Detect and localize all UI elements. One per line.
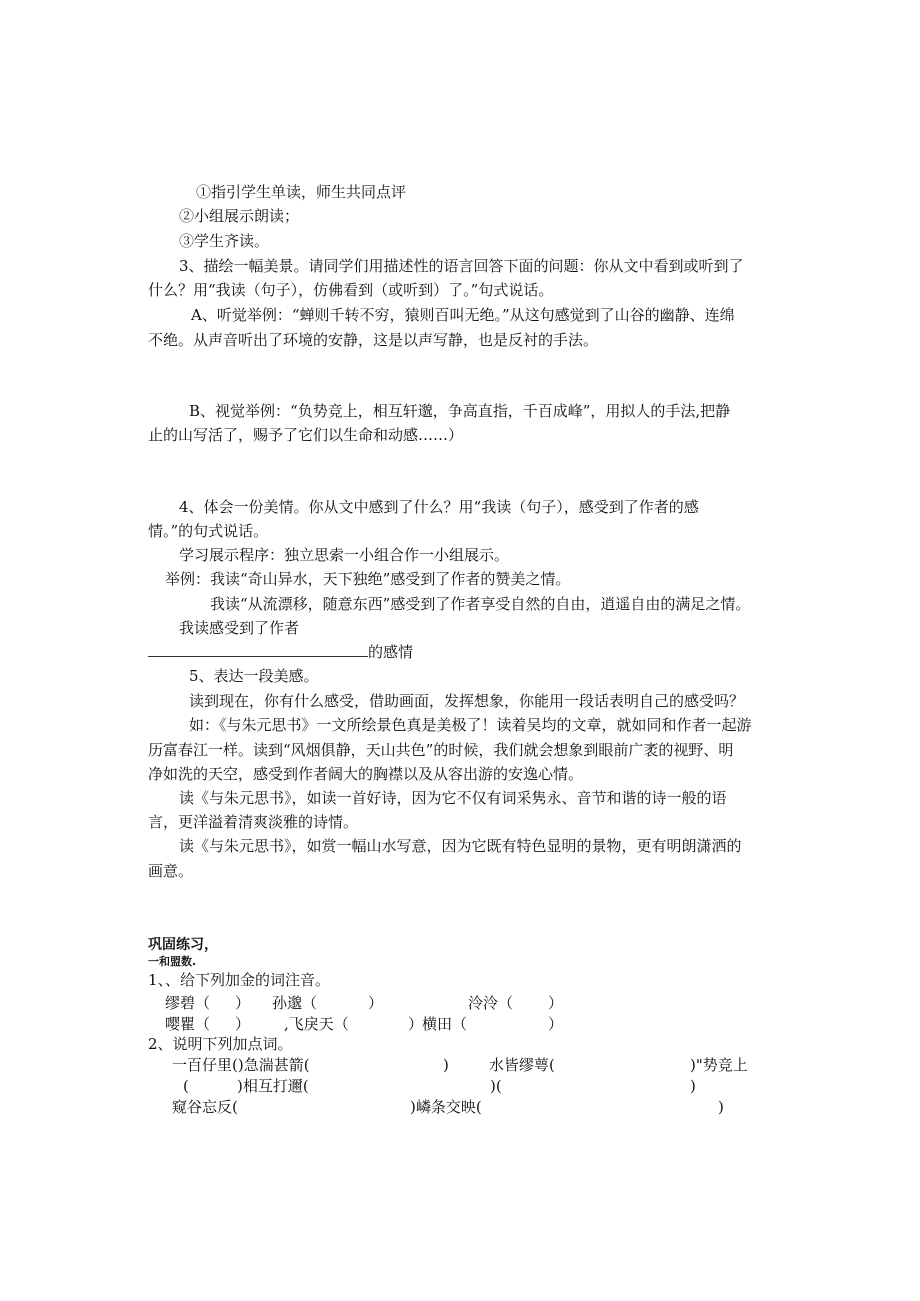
q2-item-2-open: 水皆缪萼( xyxy=(489,1056,555,1074)
visual-example-line-2: 止的山写活了，赐予了它们以生命和动感……） xyxy=(148,426,464,444)
q1-item-3-open: 泠泠（ xyxy=(468,994,514,1012)
auditory-example-line-1: A、听觉举例：“蝉则千转不穷，猿则百叫无绝。”从这句感觉到了山谷的幽静、连绵 xyxy=(191,306,735,324)
step-3-text: ③学生齐读。 xyxy=(179,232,270,250)
q2-item-3-close: )相互打邇( xyxy=(237,1077,309,1095)
fill-in-suffix: 的感情 xyxy=(368,643,414,661)
fill-in-prompt: 我读感受到了作者 xyxy=(179,619,300,637)
q1-item-6-close: ） xyxy=(548,1015,564,1033)
step-2-text: ②小组展示朗读； xyxy=(179,207,300,225)
q2-item-4-open: )( xyxy=(490,1077,502,1095)
q1-item-6-open: 横田（ xyxy=(422,1015,468,1033)
sample-answer-line-1: 如：《与朱元思书》一文所绘景色真是美极了！读着吴均的文章，就如同和作者一起游 xyxy=(189,716,752,734)
q1-item-3-close: ） xyxy=(548,994,564,1012)
exercise-subheading: 一和盟数. xyxy=(148,955,197,968)
fill-in-line xyxy=(148,642,413,662)
exercise-heading: 巩固练习， xyxy=(148,937,218,953)
task-4-instruction: 情。”的句式说话。 xyxy=(148,522,269,540)
answer-blank[interactable] xyxy=(148,656,368,657)
visual-example-line-1: B、视觉举例：“负势竞上，相互轩邈，争高直指，千百成峰”，用拟人的手法,把静 xyxy=(189,402,731,420)
auditory-example-line-2: 不绝。从声音听出了环境的安静，这是以声写静，也是反衬的手法。 xyxy=(148,331,599,349)
task-3-instruction: 什么？用“我读（句子），仿佛看到（或听到）了。”句式说话。 xyxy=(148,281,554,299)
q2-item-5-close: )嶙条交映( xyxy=(410,1098,482,1116)
question-2-title: 2、说明下列加点词。 xyxy=(148,1035,293,1053)
task-5-prompt: 读到现在，你有什么感受，借助画面，发挥想象，你能用一段话表明自己的感受吗？ xyxy=(189,692,745,710)
task-5-heading: 5、表达一段美感。 xyxy=(189,667,319,685)
step-1-text: ①指引学生单读，师生共同点评 xyxy=(196,183,407,201)
q1-item-5-open: ,飞戾天（ xyxy=(284,1015,349,1033)
reading-note-2-line-2: 画意。 xyxy=(148,862,194,880)
reading-note-1-line-2: 言，更洋溢着清爽淡雅的诗情。 xyxy=(148,813,359,831)
reading-note-1-line-1: 读《与朱元思书》，如读一首好诗，因为它不仅有词采隽永、音节和谐的诗一般的语 xyxy=(179,789,727,807)
task-4-heading: 4、体会一份美情。你从文中感到了什么？用“我读（句子），感受到了作者的感 xyxy=(179,498,699,516)
reading-note-2-line-1: 读《与朱元思书》，如赏一幅山水写意，因为它既有特色显明的景物，更有明朗潇洒的 xyxy=(179,837,742,855)
example-2-text: 我读“从流漂移，随意东西”感受到了作者享受自然的自由，逍遥自由的满足之情。 xyxy=(210,595,751,613)
question-1-title: 1、、给下列加金的词注音。 xyxy=(148,971,331,989)
example-1-text: 举例：我读“奇山异水，天下独绝”感受到了作者的赞美之情。 xyxy=(165,570,571,588)
task-3-heading: 3、描绘一幅美景。请同学们用描述性的语言回答下面的问题：你从文中看到或听到了 xyxy=(179,257,744,275)
q2-item-3-open: ( xyxy=(183,1077,189,1095)
q2-item-5-open: 窥谷忘反( xyxy=(172,1098,238,1116)
q1-item-2-close: ） xyxy=(368,994,384,1012)
q1-item-1-close: ） xyxy=(235,994,251,1012)
q1-item-1-open: 缪碧（ xyxy=(165,994,211,1012)
q2-item-4-close: ) xyxy=(690,1077,696,1095)
sample-answer-line-2: 历富春江一样。读到“风烟俱静，天山共色”的时候，我们就会想象到眼前广袤的视野、明 xyxy=(148,741,734,759)
sample-answer-line-3: 净如洗的天空，感受到作者阔大的胸襟以及从容出游的安逸心情。 xyxy=(148,765,584,783)
q1-item-4-open: 嘤瞿（ xyxy=(165,1015,211,1033)
q2-item-1-close: ) xyxy=(443,1056,449,1074)
q2-item-2-close: )"势竞上 xyxy=(690,1056,748,1074)
q2-item-6-close: ) xyxy=(718,1098,724,1116)
q1-item-5-close: ） xyxy=(408,1015,424,1033)
procedure-text: 学习展示程序：独立思索一小组合作一小组展示。 xyxy=(179,546,510,564)
q1-item-4-close: ） xyxy=(235,1015,251,1033)
q2-item-1-open: 一百仔里()急湍甚箭( xyxy=(172,1056,310,1074)
q1-item-2-open: 孙邈（ xyxy=(272,994,318,1012)
